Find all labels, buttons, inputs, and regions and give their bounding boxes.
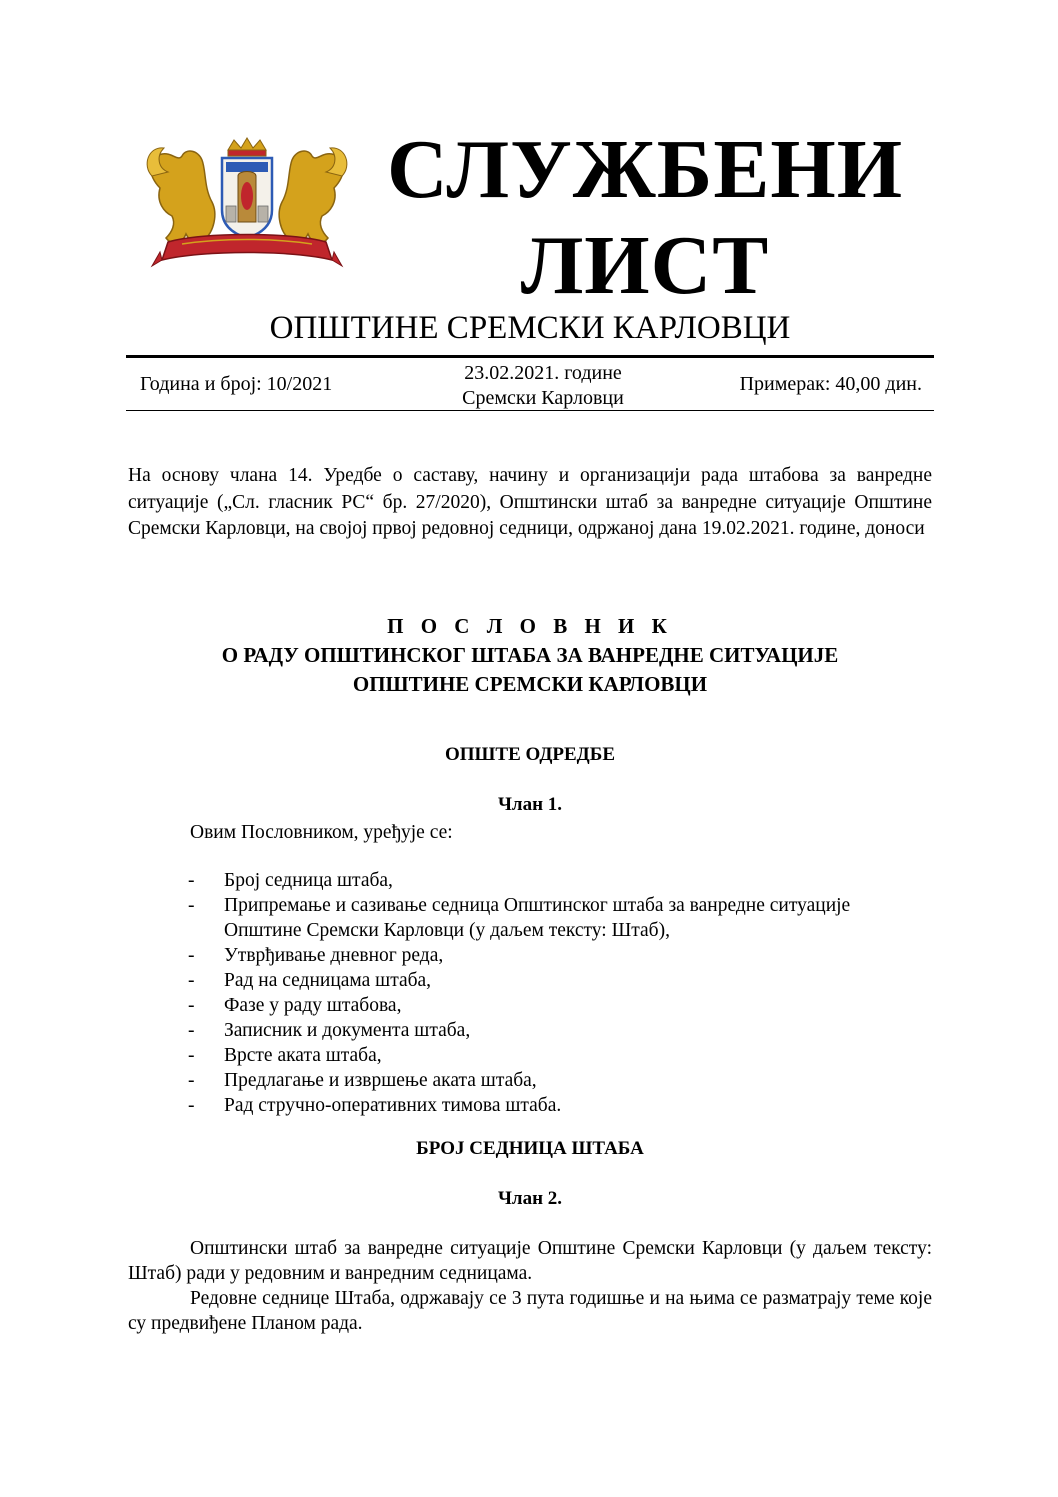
issue-number: Година и број: 10/2021 (140, 373, 333, 395)
issue-date: 23.02.2021. године (464, 362, 622, 384)
gazette-subtitle: ОПШТИНЕ СРЕМСКИ КАРЛОВЦИ (269, 310, 791, 346)
issue-place: Сремски Карловци (462, 387, 624, 409)
issue-price: Примерак: 40,00 дин. (739, 373, 922, 395)
coat-of-arms-emblem (142, 136, 352, 268)
document-title-line2: О РАДУ ОПШТИНСКОГ ШТАБА ЗА ВАНРЕДНЕ СИТУАЦИЈЕ (221, 643, 839, 667)
article-2-paragraph-1: Општински штаб за ванредне ситуације Општине Сремски Карловци (у даљем тексту: Штаб) ради у редовним и ванредним седницама. (128, 1238, 932, 1284)
section-heading-sessions: БРОЈ СЕДНИЦА ШТАБА (416, 1138, 644, 1159)
list-item: - Записник и документа штаба, (188, 1020, 471, 1041)
list-item: - Фазе у раду штабова, (188, 995, 402, 1016)
masthead-rule-top (126, 355, 934, 358)
article-1-lead: Овим Пословником, уређује се: (190, 822, 453, 843)
gazette-title-line1: СЛУЖБЕНИ (386, 123, 904, 216)
section-heading-general: ОПШТЕ ОДРЕДБЕ (444, 744, 615, 765)
list-item: - Утврђивање дневног реда, (188, 945, 444, 966)
gazette-title-line2: ЛИСТ (520, 219, 770, 312)
list-item: - Предлагање и извршење аката штаба, (188, 1070, 537, 1091)
document-title (126, 612, 934, 699)
list-item: - Број седница штаба, (188, 870, 393, 891)
list-item: - Рад на седницама штаба, (188, 970, 432, 991)
issue-date-place (430, 361, 656, 411)
article-1-heading: Члан 1. (497, 794, 563, 815)
document-title-line3: ОПШТИНЕ СРЕМСКИ КАРЛОВЦИ (352, 672, 708, 696)
document-title-line1: П О С Л О В Н И К (387, 614, 673, 638)
list-item: - Врсте аката штаба, (188, 1045, 382, 1066)
list-item: - Припремање и сазивање седница Општинског штаба за ванредне ситуације Општине Сремски Карловци (у даљем тексту: Штаб), (188, 895, 851, 941)
article-1-list (188, 868, 928, 1118)
masthead-rule-bottom (126, 410, 934, 411)
list-item: - Рад стручно-оперативних тимова штаба. (188, 1095, 562, 1116)
intro-paragraph: На основу члана 14. Уредбе о саставу, начину и организацији рада штабова за ванредне ситуације („Сл. гласник РС“ бр. 27/2020), Општински штаб за ванредне ситуације Општине Сремски Карловци, на својој првој редовној седници, одржаној дана 19.02.2021. године, доноси (128, 465, 932, 539)
article-2-heading: Члан 2. (497, 1188, 563, 1209)
article-2-paragraph-2: Редовне седнице Штаба, одржавају се 3 пута годишње и на њима се разматрају теме које су предвиђене Планом рада. (128, 1288, 932, 1334)
